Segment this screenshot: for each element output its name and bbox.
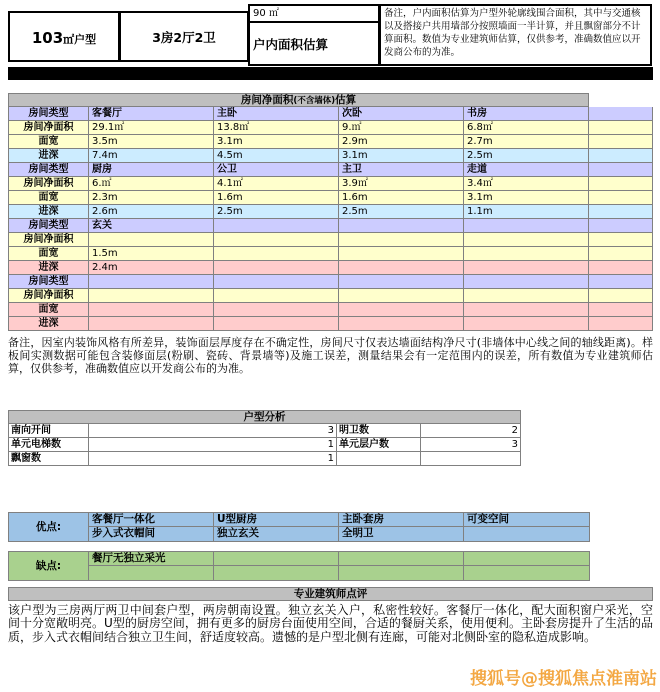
room-cell-blank [589,191,653,205]
room-cell-blank [589,289,653,303]
room-cell: 次卧 [339,107,464,121]
room-cell: 6.㎡ [89,177,214,191]
room-cell [464,289,589,303]
room-table-row [9,317,653,331]
cons-cell [339,566,464,580]
room-cell [464,247,589,261]
room-cell [464,233,589,247]
room-cell [339,303,464,317]
room-table-row [9,163,653,177]
room-row-label: 房间类型 [9,219,89,233]
analysis-title: 户型分析 [8,410,521,424]
room-table-row [9,219,653,233]
room-cell [89,275,214,289]
watermark-sohu: 搜狐号@搜狐焦点淮南站 [470,669,657,689]
room-row-label: 房间类型 [9,163,89,177]
room-row-label: 面宽 [9,303,89,317]
analysis-row [9,424,521,438]
pros-cell: 独立玄关 [214,527,339,541]
room-cell: 2.6m [89,205,214,219]
room-cell: 2.5m [339,205,464,219]
room-table-row [9,233,653,247]
analysis-label: 飘窗数 [9,452,89,466]
room-cell: 1.5m [89,247,214,261]
top-header [0,0,660,67]
room-row-label: 房间净面积 [9,233,89,247]
pros-cell-row [89,513,589,527]
cons-cell-row [89,566,589,580]
room-row-label: 进深 [9,261,89,275]
room-cell [339,275,464,289]
room-cell-blank [589,247,653,261]
room-cell-blank [589,317,653,331]
room-cell [89,289,214,303]
room-table-row [9,135,653,149]
room-cell: 2.5m [464,149,589,163]
review-title: 专业建筑师点评 [8,587,653,601]
indoor-area-value: 90 ㎡ [250,6,378,23]
room-cell: 4.5m [214,149,339,163]
room-cell [339,317,464,331]
pros-label: 优点: [9,513,89,541]
analysis-value: 3 [89,424,337,438]
room-cell: 1.6m [339,191,464,205]
room-cell: 2.5m [214,205,339,219]
measurement-note: 备注，因室内装饰风格有所差异，装饰面层厚度存在不确定性，房间尺寸仅表达墙面结构净尺寸(非墙体中心线之间的轴线距离)。样板间实测数据可能包含装修面层(粉刷、瓷砖、背景墙等)及施工误差，测量结果会有一定范围内的误差，所有数值为专业建筑师估算，仅供参考，准确数值应以开发商公布的为准。 [8,336,653,376]
pros-cell-row [89,527,589,541]
room-table-rows [8,107,653,331]
unit-area-cell [8,11,120,62]
room-cell: 厨房 [89,163,214,177]
pros-cell: 步入式衣帽间 [89,527,214,541]
room-cell: 主卧 [214,107,339,121]
analysis-rows [8,424,521,466]
analysis-value: 2 [421,424,521,438]
room-cell [464,275,589,289]
room-cell [339,219,464,233]
room-cell: 7.4m [89,149,214,163]
room-table [8,93,660,331]
room-cell: 2.4m [89,261,214,275]
room-cell [464,261,589,275]
review-text: 该户型为三房两厅两卫中间套户型，两房朝南设置。独立玄关入户，私密性较好。客餐厅一体化，配大面积窗户采光，空间十分宽敞明亮。U型的厨房空间，拥有更多的厨房台面使用空间，合适的餐厨关系，使用便利。主卧套房提升了生活的品质，步入式衣帽间结合独立卫生间，舒适度较高。遗憾的是户型北侧有连廊，可能对北侧卧室的隐私造成影响。 [8,602,653,644]
room-table-row [9,303,653,317]
analysis-value: 1 [89,438,337,452]
room-cell: 13.8㎡ [214,121,339,135]
room-row-label: 进深 [9,149,89,163]
room-cell: 3.1m [214,135,339,149]
analysis-label: 单元电梯数 [9,438,89,452]
analysis-label: 明卫数 [337,424,421,438]
room-cell: 29.1㎡ [89,121,214,135]
room-cell [214,233,339,247]
room-row-label: 面宽 [9,135,89,149]
room-row-label: 房间净面积 [9,121,89,135]
room-row-label: 房间类型 [9,275,89,289]
analysis-row [9,452,521,466]
pros-section [8,512,590,542]
room-cell-blank [589,135,653,149]
room-table-title-sub: (不含墙体) [293,96,336,106]
pros-cell: 可变空间 [464,513,589,527]
room-cell: 2.7m [464,135,589,149]
room-cell: 3.4㎡ [464,177,589,191]
room-cell-blank [589,163,653,177]
cons-cell [214,566,339,580]
analysis-label [337,452,421,466]
room-table-title-main: 房间净面积 [240,94,294,106]
unit-area-number: 103 [31,29,64,47]
cons-cell [464,552,589,566]
room-cell: 9.㎡ [339,121,464,135]
room-table-title [8,93,589,107]
room-cell: 6.8㎡ [464,121,589,135]
room-cell-blank [589,303,653,317]
room-row-label: 房间净面积 [9,289,89,303]
room-cell: 主卫 [339,163,464,177]
room-cell-blank [589,205,653,219]
room-table-row [9,205,653,219]
room-cell [214,317,339,331]
room-cell [89,317,214,331]
room-table-row [9,121,653,135]
room-table-row [9,191,653,205]
cons-label: 缺点: [9,552,89,580]
room-cell-blank [589,107,653,121]
analysis-row [9,438,521,452]
room-cell [214,303,339,317]
analysis-label: 南向开间 [9,424,89,438]
room-table-row [9,275,653,289]
room-cell [339,261,464,275]
room-cell: 走道 [464,163,589,177]
room-table-row [9,261,653,275]
room-cell [214,275,339,289]
room-row-label: 房间类型 [9,107,89,121]
room-cell: 3.1m [339,149,464,163]
pros-cell: U型厨房 [214,513,339,527]
room-cell: 3.5m [89,135,214,149]
room-cell: 玄关 [89,219,214,233]
room-cell [214,289,339,303]
room-cell-blank [589,121,653,135]
cons-cell-row [89,552,589,566]
analysis-label: 单元层户数 [337,438,421,452]
room-cell: 2.3m [89,191,214,205]
room-table-row [9,107,653,121]
room-cell: 书房 [464,107,589,121]
room-table-row [9,149,653,163]
room-cell-blank [589,261,653,275]
room-cell [339,247,464,261]
indoor-area-title: 户内面积估算 [253,36,329,52]
pros-rows [89,513,589,541]
layout-cell: 3房2厅2卫 [119,11,249,62]
room-cell: 1.1m [464,205,589,219]
room-row-label: 面宽 [9,191,89,205]
cons-cell [89,566,214,580]
room-cell: 1.6m [214,191,339,205]
room-cell [89,233,214,247]
analysis-value: 1 [89,452,337,466]
room-table-title-suffix: 估算 [335,94,357,106]
cons-cell [214,552,339,566]
room-cell [89,303,214,317]
cons-cell: 餐厅无独立采光 [89,552,214,566]
room-cell-blank [589,149,653,163]
pros-cell: 全明卫 [339,527,464,541]
room-cell: 4.1㎡ [214,177,339,191]
room-cell: 客餐厅 [89,107,214,121]
pros-cell: 主卧套房 [339,513,464,527]
cons-section [8,551,590,581]
header-note-cell: 备注，户内面积估算为户型外轮廓线围合面积，其中与交通核以及搭接户共用墙部分按照墙面一半计算，并且飘窗部分不计算面积。数值为专业建筑师估算，仅供参考，准确数值应以开发商公布的为准。 [379,4,652,66]
unit-area-suffix: ㎡户型 [63,33,97,46]
room-cell: 公卫 [214,163,339,177]
room-cell [464,303,589,317]
room-cell [339,289,464,303]
room-cell-blank [589,177,653,191]
cons-cell [464,566,589,580]
analysis-value: 3 [421,438,521,452]
room-cell [214,219,339,233]
room-row-label: 进深 [9,205,89,219]
room-cell-blank [589,219,653,233]
room-table-row [9,289,653,303]
room-row-label: 面宽 [9,247,89,261]
room-cell: 3.9㎡ [339,177,464,191]
indoor-area-cell [248,4,380,66]
pros-cell [464,527,589,541]
room-cell-blank [589,233,653,247]
room-cell [464,219,589,233]
room-cell [214,247,339,261]
cons-rows [89,552,589,580]
pros-cell: 客餐厅一体化 [89,513,214,527]
black-divider [8,67,653,80]
analysis-table [8,410,521,466]
room-cell: 3.1m [464,191,589,205]
cons-cell [339,552,464,566]
room-cell: 2.9m [339,135,464,149]
room-cell [464,317,589,331]
room-row-label: 进深 [9,317,89,331]
room-table-row [9,177,653,191]
room-row-label: 房间净面积 [9,177,89,191]
room-cell-blank [589,275,653,289]
analysis-value [421,452,521,466]
room-cell [339,233,464,247]
room-table-row [9,247,653,261]
room-cell [214,261,339,275]
